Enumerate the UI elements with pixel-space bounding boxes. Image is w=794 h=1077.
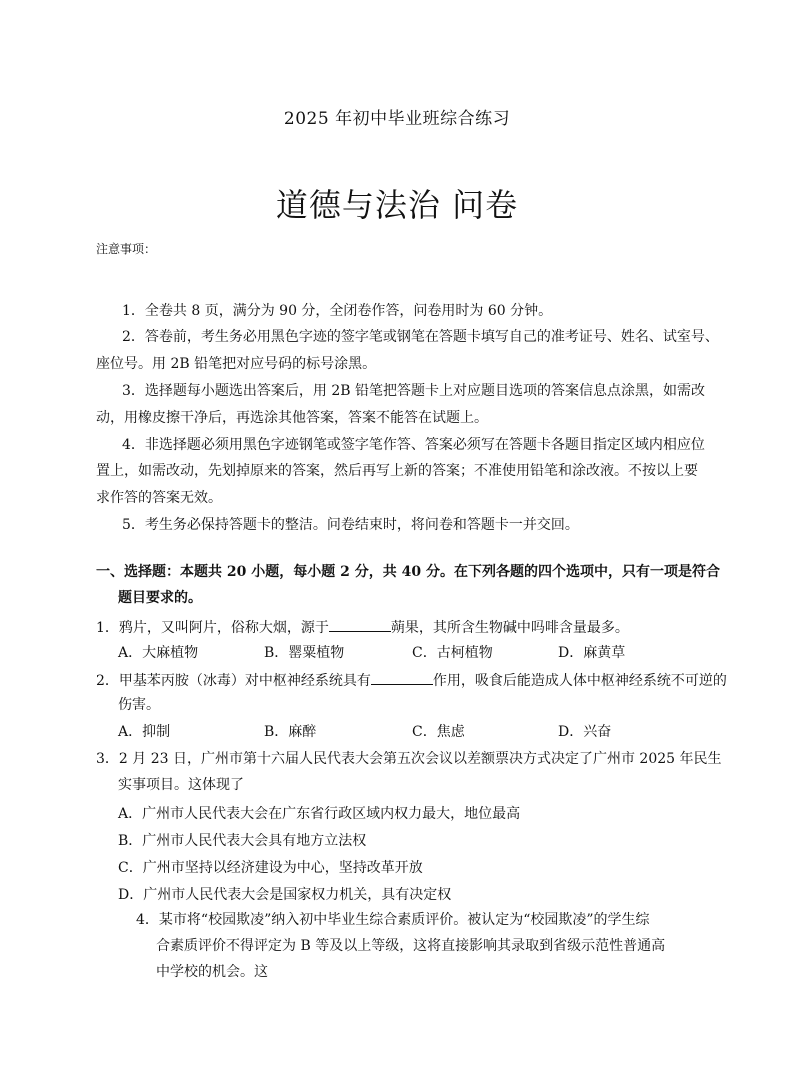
note-line: 4．非选择题必须用黑色字迹钢笔或签字笔作答、答案必须写在答题卡各题目指定区域内相应位	[122, 437, 705, 453]
option-d: D．广州市人民代表大会是国家权力机关，具有决定权	[118, 887, 452, 903]
note-line: 1．全卷共 8 页，满分为 90 分，全闭卷作答，问卷用时为 60 分钟。	[122, 303, 553, 319]
note-line: 置上，如需改动，先划掉原来的答案，然后再写上新的答案；不准使用铅笔和涂改液。不按以上要	[96, 463, 698, 479]
note-line: 座位号。用 2B 铅笔把对应号码的标号涂黑。	[96, 356, 377, 372]
question-text: 2．甲基苯丙胺（冰毒）对中枢神经系统具有	[96, 673, 371, 689]
question-1	[96, 617, 629, 637]
option-d: D．麻黄草	[558, 645, 626, 661]
option-d: D．兴奋	[558, 724, 612, 740]
note-line: 求作答的答案无效。	[96, 490, 222, 506]
option-a: A．大麻植物	[118, 645, 199, 661]
note-line: 3．选择题每小题选出答案后，用 2B 铅笔把答题卡上对应题目选项的答案信息点涂黑，如需改	[122, 383, 706, 399]
note-line: 5．考生务必保持答题卡的整洁。问卷结束时，将问卷和答题卡一并交回。	[122, 517, 579, 533]
note-line: 2．答卷前，考生务必用黑色字迹的签字笔或钢笔在答题卡填写自己的准考证号、姓名、试室号、	[122, 329, 719, 345]
option-c: C．古柯植物	[412, 645, 493, 661]
option-b: B．麻醉	[264, 724, 317, 740]
option-a: A．抑制	[118, 724, 171, 740]
question-4-cont: 中学校的机会。这	[156, 964, 268, 980]
notes-title: 注意事项：	[96, 242, 157, 256]
answer-blank	[371, 670, 433, 685]
question-3-cont: 实事项目。这体现了	[118, 777, 244, 793]
question-3: 3．2 月 23 日，广州市第十六届人民代表大会第五次会议以差额票决方式决定了广州市 2025 年民生	[96, 751, 722, 767]
question-2	[96, 670, 727, 690]
question-4: 4．某市将“校园欺凌”纳入初中毕业生综合素质评价。被认定为“校园欺凌”的学生综	[136, 912, 650, 928]
section-heading-cont: 题目要求的。	[118, 590, 202, 606]
answer-blank	[329, 617, 391, 632]
exam-subtitle: 2025 年初中毕业班综合练习	[283, 109, 511, 129]
option-b: B．罂粟植物	[264, 645, 345, 661]
question-text: 作用，吸食后能造成人体中枢神经系统不可逆的	[432, 673, 727, 689]
question-text: 1．鸦片，又叫阿片，俗称大烟，源于	[96, 620, 329, 636]
section-heading: 一、选择题：本题共 20 小题，每小题 2 分，共 40 分。在下列各题的四个选项中，只有一项是符合	[96, 564, 720, 580]
option-c: C．广州市坚持以经济建设为中心，坚持改革开放	[118, 860, 423, 876]
exam-title: 道德与法治 问卷	[275, 186, 519, 224]
question-text: 蒴果，其所含生物碱中吗啡含量最多。	[390, 620, 629, 636]
note-line: 动，用橡皮擦干净后，再选涂其他答案，答案不能答在试题上。	[96, 410, 488, 426]
option-c: C．焦虑	[412, 724, 465, 740]
question-4-cont: 合素质评价不得评定为 B 等及以上等级，这将直接影响其录取到省级示范性普通高	[156, 938, 666, 954]
option-b: B．广州市人民代表大会具有地方立法权	[118, 833, 367, 849]
option-a: A．广州市人民代表大会在广东省行政区域内权力最大，地位最高	[118, 806, 521, 822]
question-2-cont: 伤害。	[118, 697, 160, 713]
